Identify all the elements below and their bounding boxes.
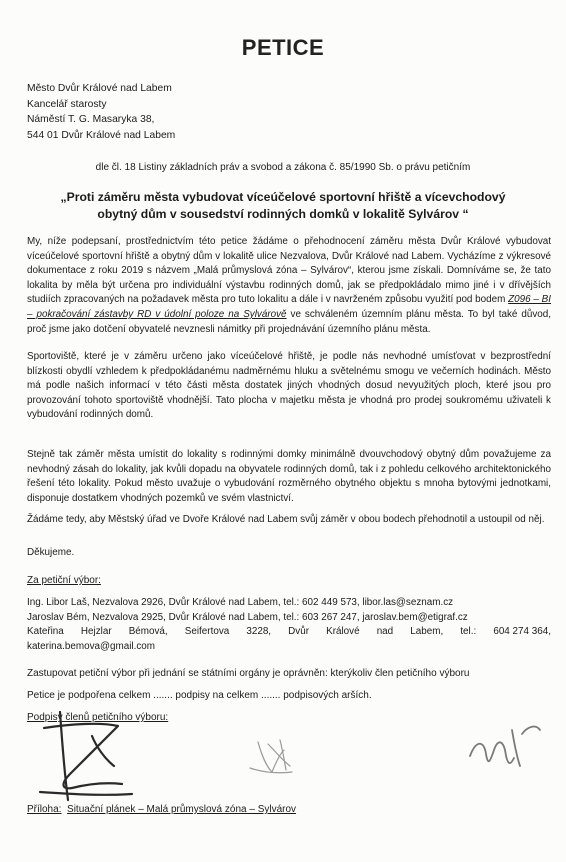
member-line: katerina.bemova@gmail.com xyxy=(27,640,156,652)
paragraph-residential-building: Stejně tak záměr města umístit do lokality s rodinnými domky minimálně dvouvchodový obytný dům považujeme za nevhodný zásah do lokality, jak kvůli dopadu na obyvatele rodinných domů, tak i z pohledu celkového architektonického řešení této lokality. Pokud město uvažuje o vybudování rozměrného obytného objektu s mnoha bytovými jednotkami, disponuje dostatkem vhodných pozemků ve svém vlastnictví. xyxy=(27,449,551,504)
committee-heading: Za petiční výbor: xyxy=(27,575,101,586)
member-line xyxy=(27,625,551,640)
plan-reference: Z096 – BI – pokračování zástavby RD v údolní poloze na Sylvárově xyxy=(27,294,551,320)
member-word: Hejzlar xyxy=(80,626,112,638)
paragraph-text: ve schváleném územním plánu města. To byl také důvod, proč jsme jako dotčení obyvatelé nevznesli námitky při projednávání územního plánu města. xyxy=(27,308,551,335)
signature-1 xyxy=(40,712,132,800)
signatures-heading: Podpisy členů petičního výboru: xyxy=(27,712,169,723)
signature-2 xyxy=(250,740,292,773)
member-word: Králové xyxy=(326,626,360,638)
petition-subject: „Proti záměru města vybudovat víceúčelové sportovní hřiště a vícevchodový obytný dům v sousedství rodinných domků v lokalitě Sylvárov “ xyxy=(60,190,506,221)
paragraph-sports-ground: Sportoviště, které je v záměru určeno jako víceúčelové hřiště, je podle nás nevhodné umísťovat v bezprostřední blízkosti obydlí vzhledem k předpokládanému nadměrnému hluku a světelnému smogu ve večerních hodinách. Město má podle našich informací v této části města dostatek jiných vhodných dosud nevyužitých ploch, které jsou pro provozování tohoto sportoviště vhodnější. Tato plocha v majetku města je vhodná pro prodej soukromému uživateli k vybudování rodinných domů. xyxy=(27,351,551,421)
handwritten-signatures xyxy=(0,700,566,810)
member-word: tel.: xyxy=(460,626,477,638)
signature-3 xyxy=(470,727,540,766)
paragraph-thanks: Děkujeme. xyxy=(27,547,75,558)
member-word: Seifertova xyxy=(184,626,230,638)
legal-reference: dle čl. 18 Listiny základních práv a svobod a zákona č. 85/1990 Sb. o právu petičním xyxy=(95,162,471,173)
member-word: Bémová, xyxy=(128,626,168,638)
member-word: Labem, xyxy=(410,626,444,638)
member-line: Jaroslav Bém, Nezvalova 2925, Dvůr Králové nad Labem, tel.: 603 267 247, jaroslav.bem@etigraf.cz xyxy=(27,611,468,623)
signature-count-line: Petice je podpořena celkem ....... podpisy na celkem ....... podpisových arších. xyxy=(27,690,372,701)
member-word: Dvůr xyxy=(288,626,310,638)
address-line: 544 01 Dvůr Králové nad Labem xyxy=(27,129,176,141)
paragraph-text: My, níže podepsaní, prostřednictvím této petice žádáme o přehodnocení záměru města Dvůr Králové vybudovat víceúčelové sportovní hřiště a obytný dům v lokalitě ulice Nezvalova, Dvůr Králové nad Labem. Vycházíme z výkresové dokumentace z roku 2019 s názvem „Malá průmyslová zóna – Sylvárov“, kterou jsme získali. Domníváme se, že tato lokalita by měla být určena pro individuální výstavbu rodinných domů, jak se předpokládalo mimo jiné i v dřívějších studiích zpracovaných na požadavek města pro tuto lokalitu a dále i v navrženém způsobu využití pod bodem xyxy=(27,236,551,306)
member-word: Kateřina xyxy=(27,626,64,638)
member-word: nad xyxy=(376,626,394,638)
paragraph-request xyxy=(27,235,551,337)
attachment-value: Situační plánek – Malá průmyslová zóna – Sylvárov xyxy=(67,804,297,815)
member-line: Ing. Libor Laš, Nezvalova 2926, Dvůr Králové nad Labem, tel.: 602 449 573, libor.las@seznam.cz xyxy=(27,597,454,608)
address-line: Náměstí T. G. Masaryka 38, xyxy=(27,114,155,125)
member-word: 3228, xyxy=(246,626,272,638)
address-line: Kancelář starosty xyxy=(27,98,107,110)
address-line: Město Dvůr Králové nad Labem xyxy=(27,83,172,94)
paragraph-demand: Žádáme tedy, aby Městský úřad ve Dvoře Králové nad Labem svůj záměr v obou bodech přehodnotil a ustoupil od něj. xyxy=(27,514,545,525)
document-title: PETICE xyxy=(241,35,325,60)
attachment-label: Příloha: xyxy=(27,804,62,815)
committee-members xyxy=(27,596,551,654)
member-word: 604 274 364, xyxy=(493,626,551,638)
representative-line: Zastupovat petiční výbor při jednání se státními orgány je oprávněn: kterýkoliv člen petičního výboru xyxy=(27,668,470,679)
attachment-line xyxy=(27,803,296,818)
recipient-address xyxy=(27,81,175,143)
